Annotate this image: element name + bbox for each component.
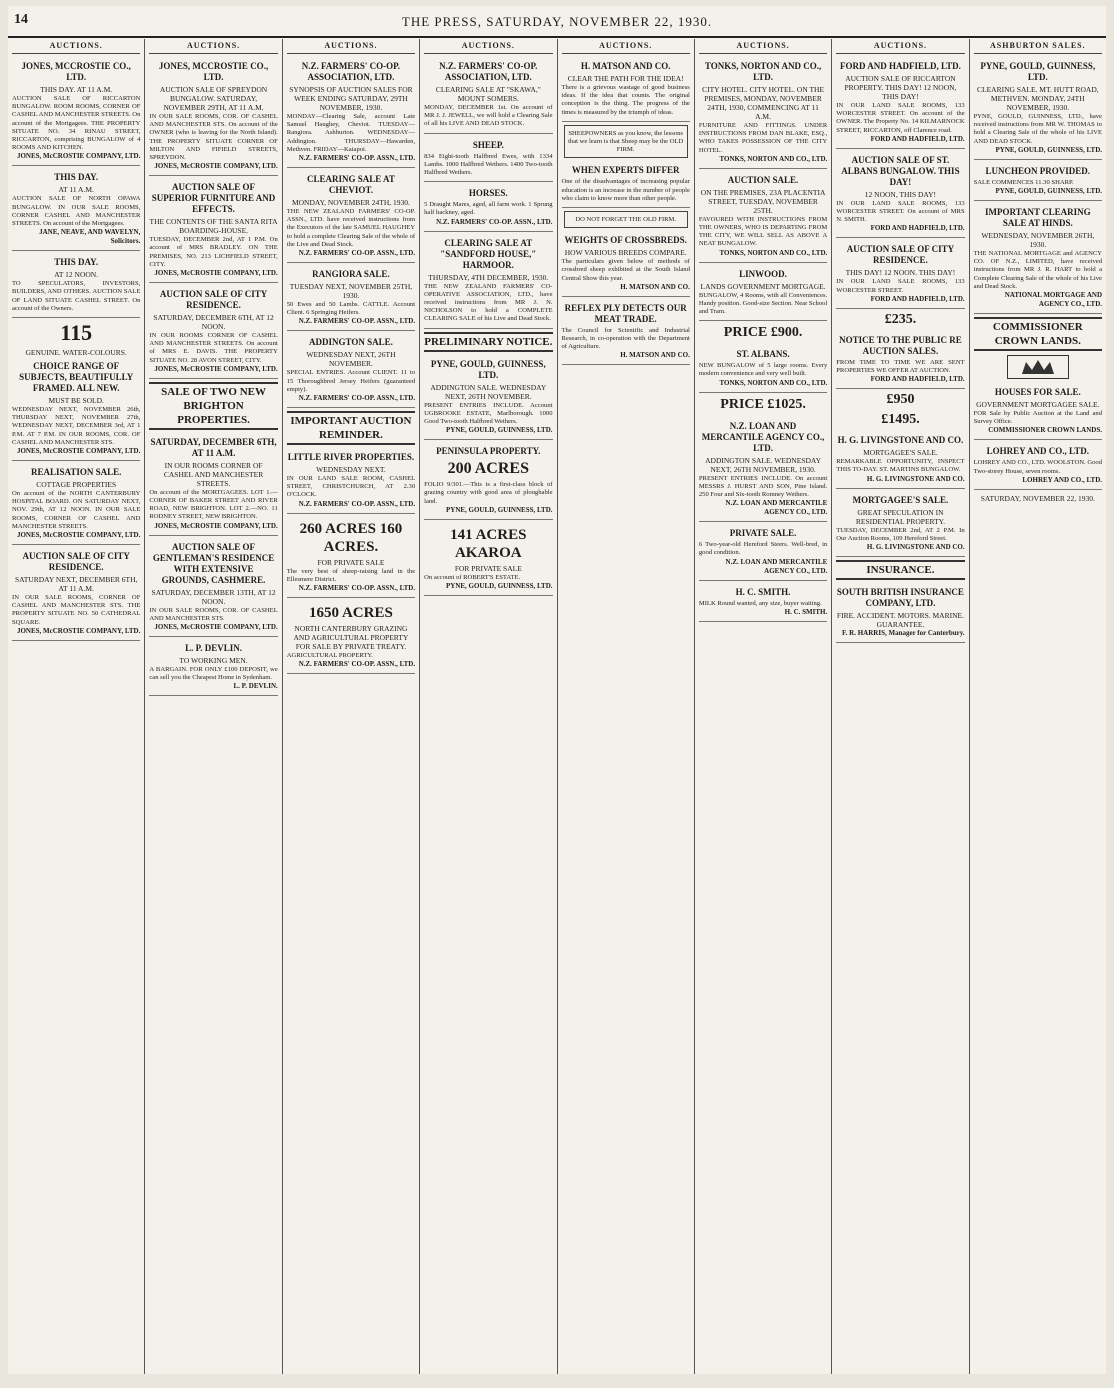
ad-block xyxy=(836,151,964,239)
ad-title: JONES, MCCROSTIE CO., LTD. xyxy=(21,61,131,82)
ad-title: PRIVATE SALE. xyxy=(729,528,797,539)
ad-subtitle: SATURDAY, DECEMBER 13TH, AT 12 NOON. xyxy=(151,587,276,606)
column-1 xyxy=(8,39,145,1374)
price-heading: £950 xyxy=(886,392,915,408)
ad-title: RANGIORA SALE. xyxy=(312,269,390,280)
ad-subtitle: SATURDAY, DECEMBER 6TH, AT 12 NOON. xyxy=(153,313,274,332)
ad-signature: JONES, McCROSTIE COMPANY, LTD. xyxy=(154,162,278,171)
ad-block xyxy=(424,522,552,596)
column-3 xyxy=(283,39,420,1374)
ad-body: MONDAY, DECEMBER 1st. On account of MR J. J. JEWELL, we will hold a Clearing Sale of all his LIVE AND DEAD STOCK. xyxy=(424,104,553,128)
ad-signature: N.Z. FARMERS' CO-OP. ASSN., LTD. xyxy=(298,249,416,258)
ad-signature: JONES, McCROSTIE COMPANY, LTD. xyxy=(154,364,278,373)
ad-block xyxy=(149,538,277,637)
ad-block xyxy=(12,168,140,251)
insurance-banner: INSURANCE. xyxy=(836,560,964,580)
large-number-heading: 115 xyxy=(60,320,93,346)
ad-title: L. P. DEVLIN. xyxy=(185,643,243,654)
ad-block xyxy=(12,547,140,641)
ad-title: JONES, MCCROSTIE CO., LTD. xyxy=(158,61,269,82)
ad-body: 50 Ewes and 50 Lambs. CATTLE. Account Client. 6 Springing Heifers. xyxy=(286,301,416,317)
ad-body: BUNGALOW, 4 Rooms, with all Conveniences. Handy position. Good-size Section. Near School and Tram. xyxy=(698,291,828,316)
ad-block xyxy=(424,442,552,520)
ad-subtitle: COTTAGE PROPERTIES xyxy=(36,480,117,490)
ad-title: THIS DAY. xyxy=(54,172,99,183)
column-header: AUCTIONS. xyxy=(149,39,277,54)
ad-body: LOHREY AND CO., LTD. WOOLSTON. Good Two-storey House, seven rooms. xyxy=(973,459,1102,475)
ad-block xyxy=(974,203,1102,314)
ad-signature: NATIONAL MORTGAGE AND AGENCY CO., LTD. xyxy=(1004,291,1102,309)
ad-subtitle: SYNOPSIS OF AUCTION SALES FOR WEEK ENDING SATURDAY, 29TH NOVEMBER, 1930. xyxy=(289,85,413,112)
ad-body: REMARKABLE OPPORTUNITY, INSPECT THIS TO-DAY. ST. MARTINS BUNGALOW. xyxy=(836,458,965,474)
ad-block xyxy=(974,57,1102,160)
ad-subtitle: AUCTION SALE OF SPREYDON BUNGALOW. SATURDAY, NOVEMBER 29TH, AT 11 A.M. xyxy=(159,85,268,112)
ad-block xyxy=(699,171,827,263)
ad-body: PRESENT ENTRIES INCLUDE. Account UGBROOKE ESTATE, Marlborough. 1000 Good Two-tooth Halfbred Wethers. xyxy=(424,401,553,426)
ad-subtitle: TO WORKING MEN. xyxy=(179,656,248,666)
ad-title: HORSES. xyxy=(468,188,508,199)
ad-body: A BARGAIN. FOR ONLY £100 DEPOSIT, we can sell you the Cheapest Home in Sydenham. xyxy=(149,666,278,682)
column-6 xyxy=(695,39,832,1374)
price-heading: £235. xyxy=(884,311,917,327)
ad-title: SHEEP. xyxy=(472,139,504,150)
column-7 xyxy=(832,39,969,1374)
ad-signature: PYNE, GOULD, GUINNESS, LTD. xyxy=(995,145,1102,154)
ad-body: The particulars given below of methods of crossbred sheep exhibited at the South Island Central Show this year. xyxy=(561,258,690,282)
ad-body: FROM TIME TO TIME WE ARE SENT PROPERTIES WE OFFER AT AUCTION. xyxy=(836,358,965,375)
ad-body: AUCTION SALE OF NORTH OPAWA BUNGALOW. IN OUR SALE ROOMS, CORNER CASHEL AND MANCHESTER STREETS. On account of the Mortgagees. xyxy=(12,195,141,228)
ad-block xyxy=(699,583,827,622)
ad-body: One of the disadvantages of increasing popular education is an increase in the number of people who claim to know more than other people. xyxy=(561,178,690,202)
ad-signature: TONKS, NORTON AND CO., LTD. xyxy=(719,248,828,257)
ad-subtitle: NORTH CANTERBURY GRAZING AND AGRICULTURAL PROPERTY FOR SALE BY PRIVATE TREATY. xyxy=(293,624,409,652)
ad-title: N.Z. FARMERS' CO-OP. ASSOCIATION, LTD. xyxy=(439,61,538,82)
ad-subtitle: ON THE PREMISES, 23A PLACENTIA STREET, TUESDAY, NOVEMBER 25TH. xyxy=(700,187,826,215)
section-banner: COMMISSIONER CROWN LANDS. xyxy=(974,317,1102,351)
ad-title-large: 260 ACRES 160 ACRES. xyxy=(299,520,403,555)
ad-subtitle: TUESDAY NEXT, NOVEMBER 25TH, 1930. xyxy=(289,282,413,301)
ad-block xyxy=(562,161,690,208)
boxed-notice-text: SHEEPOWNERS as you know, the lessons that we learn is that Sheep may be the OLD FIRM. xyxy=(568,129,684,154)
ad-subtitle: CITY HOTEL. CITY HOTEL. ON THE PREMISES, MONDAY, NOVEMBER 24TH, 1930, COMMENCING AT 11 A.M. xyxy=(702,85,825,121)
column-header: AUCTIONS. xyxy=(12,39,140,54)
ad-body: TUESDAY, DECEMBER 2nd, AT 2 P.M. In Our Auction Rooms, 109 Hereford Street. xyxy=(836,526,965,542)
price-heading: PRICE £1025. xyxy=(720,396,806,412)
ad-title: LUNCHEON PROVIDED. xyxy=(985,165,1091,176)
ad-title: WEIGHTS OF CROSSBREDS. xyxy=(564,235,687,246)
newspaper-page xyxy=(8,6,1106,1374)
ad-title: IMPORTANT CLEARING SALE AT HINDS. xyxy=(985,207,1091,229)
ad-body: 6 Two-year-old Hereford Steers. Well-bred, in good condition. xyxy=(698,541,828,557)
ad-body: PRESENT ENTRIES INCLUDE. On account MESSRS J. HURST AND SON, Pine Island. 250 Four and Six-tooth Romney Wethers. xyxy=(698,474,828,499)
ad-subtitle: MORTGAGEE'S SALE. xyxy=(863,448,938,458)
ad-signature: N.Z. FARMERS' CO-OP. ASSN., LTD. xyxy=(436,217,553,226)
ad-signature: N.Z. LOAN AND MERCANTILE AGENCY CO., LTD. xyxy=(725,499,828,517)
ad-block xyxy=(836,240,964,308)
ad-subtitle: WEDNESDAY NEXT, 26TH NOVEMBER. xyxy=(306,350,396,369)
boxed-notice-text: DO NOT FORGET THE OLD FIRM. xyxy=(575,216,677,224)
ad-title: CHOICE RANGE OF SUBJECTS, BEAUTIFULLY FRAMED. ALL NEW. xyxy=(19,361,134,394)
ad-body: WEDNESDAY NEXT, NOVEMBER 26th, THURSDAY NEXT, NOVEMBER 27th, WEDNESDAY NEXT, DECEMBER 3rd, AT 1 P.M. AT 7 P.M. IN OUR ROOMS, COR. OF CASHEL AND MANCHESTER STS. xyxy=(12,406,141,446)
ad-signature: N.Z. FARMERS' CO-OP. ASSN., LTD. xyxy=(298,499,416,508)
ad-body: SALE COMMENCES 11.30 SHARP. xyxy=(973,178,1074,186)
ad-block xyxy=(149,639,277,696)
ad-block xyxy=(699,524,827,580)
ad-title: AUCTION SALE. xyxy=(727,174,799,185)
ad-signature: H. G. LIVINGSTONE AND CO. xyxy=(866,474,965,483)
ad-subtitle: WEDNESDAY, NOVEMBER 26TH, 1930. xyxy=(981,231,1095,250)
ad-body: PYNE, GOULD, GUINNESS, LTD., have received instructions from MR W. THOMAS to hold a Clearing Sale of the whole of his LIVE AND DEAD STOCK. xyxy=(973,113,1102,145)
ad-subtitle: ADDINGTON SALE. WEDNESDAY NEXT, 26TH NOVEMBER. xyxy=(430,382,547,401)
ad-body: THE NATIONAL MORTGAGE and AGENCY CO. OF N.Z., LIMITED, have received instructions from MR J. R. HART to hold a Complete Clearing Sale of the whole of his Live and Dead Stock. xyxy=(973,250,1102,290)
ad-signature: FORD AND HADFIELD, LTD. xyxy=(870,375,965,384)
ad-title-large: 1650 ACRES xyxy=(309,605,393,622)
ad-body: IN OUR LAND SALE ROOM, CASHEL STREET, CHRISTCHURCH, AT 2.30 O'CLOCK. xyxy=(286,475,416,499)
ad-title: PYNE, GOULD, GUINNESS, LTD. xyxy=(430,358,546,380)
ad-body: FAVOURED WITH INSTRUCTIONS FROM THE OWNERS, WHO IS DEPARTING FROM THE CITY, WE WILL SELL AS ABOVE A NEAT BUNGALOW. xyxy=(698,215,828,248)
ad-subtitle: IN OUR ROOMS CORNER OF CASHEL AND MANCHESTER STREETS. xyxy=(163,460,264,488)
ad-block xyxy=(836,491,964,557)
ad-body: NEW BUNGALOW of 5 large rooms. Every modern convenience and very well built. xyxy=(698,362,828,378)
ad-title: H. G. LIVINGSTONE AND CO. xyxy=(837,435,964,446)
ad-signature: JONES, McCROSTIE COMPANY, LTD. xyxy=(154,623,278,632)
ad-signature: PYNE, GOULD, GUINNESS, LTD. xyxy=(995,187,1102,196)
ad-signature: N.Z. FARMERS' CO-OP. ASSN., LTD. xyxy=(298,660,416,669)
ad-signature: COMMISSIONER CROWN LANDS. xyxy=(988,426,1102,435)
ad-subtitle: AT 11 A.M. xyxy=(58,185,94,195)
ad-subtitle: LANDS GOVERNMENT MORTGAGE. xyxy=(700,281,826,291)
ad-body: TO SPECULATORS, INVESTORS, BUILDERS, AND OTHERS. AUCTION SALE OF LAND SITUATE CASHEL STREET. On account of the Owners. xyxy=(12,280,141,312)
ad-title: PENINSULA PROPERTY. xyxy=(436,446,541,457)
ad-signature: H. MATSON AND CO. xyxy=(620,282,690,291)
ad-title: HOUSES FOR SALE. xyxy=(994,387,1081,398)
ad-title: NOTICE TO THE PUBLIC RE AUCTION SALES. xyxy=(839,334,962,356)
ad-block xyxy=(149,178,277,283)
ad-body: IN OUR ROOMS CORNER OF CASHEL AND MANCHESTER STREETS. On account of MRS E. DAVIS. THE PROPERTY SITUATE NO. 28 AVON STREET, CITY. xyxy=(149,332,278,364)
ad-title: N.Z. FARMERS' CO-OP. ASSOCIATION, LTD. xyxy=(301,61,401,82)
ad-block xyxy=(287,170,415,263)
ad-subtitle: CLEAR THE PATH FOR THE IDEA! xyxy=(567,74,684,83)
ad-subtitle: GENUINE. WATER-COLOURS. xyxy=(25,348,127,358)
ad-block xyxy=(424,57,552,134)
ad-body: On account of the NORTH CANTERBURY HOSPITAL BOARD. ON SATURDAY NEXT, NOV. 29th, AT 12 NOON. IN OUR SALE ROOMS, CORNER OF CASHEL AND MANCHESTER STREETS. xyxy=(12,490,141,530)
ad-block xyxy=(836,431,964,488)
ad-signature: PYNE, GOULD, GUINNESS, LTD. xyxy=(445,505,553,514)
ad-title: CLEARING SALE AT CHEVIOT. xyxy=(307,174,395,196)
ad-block xyxy=(974,442,1102,489)
column-5 xyxy=(558,39,695,1374)
ad-signature: N.Z. FARMERS' CO-OP. ASSN., LTD. xyxy=(298,317,416,326)
ad-signature: JONES, McCROSTIE COMPANY, LTD. xyxy=(16,626,141,635)
ad-title: H. MATSON AND CO. xyxy=(580,61,671,71)
column-header: AUCTIONS. xyxy=(562,39,690,54)
ad-signature: FORD AND HADFIELD, LTD. xyxy=(870,224,965,233)
ad-signature: L. P. DEVLIN. xyxy=(233,682,278,691)
ad-signature: JONES, McCROSTIE COMPANY, LTD. xyxy=(16,531,141,540)
ad-subtitle: WEDNESDAY NEXT. xyxy=(316,465,386,475)
ad-title: LITTLE RIVER PROPERTIES. xyxy=(287,452,415,463)
crown-emblem-icon xyxy=(1007,355,1069,379)
ad-signature: H. G. LIVINGSTONE AND CO. xyxy=(866,543,965,552)
ad-body: THE NEW ZEALAND FARMERS' CO-OP. ASSN., LTD. have received instructions from the Executors of the late SAMUEL HAUGHEY to hold a complete Clearing Sale of the whole of the Live and Dead Stock. xyxy=(286,208,416,248)
ad-subtitle: MONDAY, NOVEMBER 24TH, 1930. xyxy=(291,198,410,208)
ad-title: LOHREY AND CO., LTD. xyxy=(986,446,1089,457)
newspaper-title: THE PRESS, SATURDAY, NOVEMBER 22, 1930. xyxy=(401,14,713,29)
ad-subtitle: AUCTION SALE OF RICCARTON PROPERTY. THIS DAY! 12 NOON, THIS DAY! xyxy=(844,74,957,101)
ad-body: IN OUR SALE ROOMS, CORNER OF CASHEL AND MANCHESTER STS. THE PROPERTY SITUATE NO. 50 CATHEDRAL SQUARE. xyxy=(12,594,141,626)
page-footer-date: SATURDAY, NOVEMBER 22, 1930. xyxy=(980,493,1095,503)
ad-title: MORTGAGEE'S SALE. xyxy=(852,494,949,505)
ad-block xyxy=(287,265,415,331)
ad-signature: N.Z. LOAN AND MERCANTILE AGENCY CO., LTD. xyxy=(725,557,828,575)
column-2 xyxy=(145,39,282,1374)
ad-block xyxy=(562,57,690,122)
ad-title: AUCTION SALE OF CITY RESIDENCE. xyxy=(846,244,955,266)
ad-subtitle: CLEARING SALE AT "SKAWA," MOUNT SOMERS. xyxy=(435,85,541,103)
ad-signature: JONES, McCROSTIE COMPANY, LTD. xyxy=(16,447,141,456)
ad-subtitle: THIS DAY! 12 NOON. THIS DAY! xyxy=(845,268,956,278)
ad-block xyxy=(424,184,552,231)
ad-signature: H. C. SMITH. xyxy=(784,607,828,616)
ad-title: SOUTH BRITISH INSURANCE COMPANY, LTD. xyxy=(836,587,964,609)
ad-title: AUCTION SALE OF GENTLEMAN'S RESIDENCE WITH EXTENSIVE GROUNDS, CASHMERE. xyxy=(152,541,275,585)
ad-title: ST. ALBANS. xyxy=(736,349,790,360)
ad-block xyxy=(699,345,827,392)
ad-subtitle: FIRE. ACCIDENT. MOTORS. MARINE. GUARANTEE. xyxy=(836,611,964,630)
ad-block xyxy=(974,162,1102,201)
column-8 xyxy=(970,39,1106,1374)
ad-signature: JANE, NEAVE, AND WAVELYN, Solicitors. xyxy=(39,228,141,246)
ad-body: THE NEW ZEALAND FARMERS' CO-OPERATIVE ASSOCIATION, LTD., have received instructions from MR J. N. NICHOLSON to hold a COMPLETE CLEARING SALE of his Live and Dead Stock. xyxy=(424,282,553,323)
ad-body: The very best of sheep-raising land in the Ellesmere District. xyxy=(286,567,416,583)
ad-title: CLEARING SALE AT "SANDFORD HOUSE," HARMOOR. xyxy=(440,237,537,270)
price-heading: £1495. xyxy=(881,412,920,428)
ad-block xyxy=(12,357,140,461)
column-header: AUCTIONS. xyxy=(699,39,827,54)
section-banner: IMPORTANT AUCTION REMINDER. xyxy=(287,411,415,445)
ad-signature: TONKS, NORTON AND CO., LTD. xyxy=(719,378,828,387)
ad-block xyxy=(287,57,415,168)
column-header: AUCTIONS. xyxy=(287,39,415,54)
ad-signature: F. R. HARRIS, Manager for Canterbury. xyxy=(842,629,965,638)
ad-body: TUESDAY, DECEMBER 2nd, AT 1 P.M. On account of MRS BRADLEY. ON THE PREMISES, NO. 213 LICHFIELD STREET, CITY. xyxy=(149,236,278,268)
column-header: AUCTIONS. xyxy=(836,39,964,54)
ad-block xyxy=(149,433,277,536)
section-banner: SALE OF TWO NEW BRIGHTON PROPERTIES. xyxy=(149,382,277,430)
ad-title: REFLEX PLY DETECTS OUR MEAT TRADE. xyxy=(564,302,687,324)
ad-subtitle: THE CONTENTS OF THE SANTA RITA BOARDING-HOUSE. xyxy=(149,217,278,236)
ad-signature: FORD AND HADFIELD, LTD. xyxy=(870,134,965,143)
ad-block xyxy=(287,516,415,598)
ad-signature: TONKS, NORTON AND CO., LTD. xyxy=(719,154,828,163)
ad-block xyxy=(562,231,690,297)
ad-block xyxy=(12,57,140,166)
ad-body: IN OUR SALE ROOMS, COR. OF CASHEL AND MANCHESTER STS. xyxy=(149,606,278,622)
ad-title: AUCTION SALE OF SUPERIOR FURNITURE AND EFFECTS. xyxy=(151,182,276,215)
ad-subtitle: CLEARING SALE. MT. HUTT ROAD, METHVEN. MONDAY, 24TH NOVEMBER, 1930. xyxy=(977,85,1099,112)
ad-body: FOR Sale by Public Auction at the Land and Survey Office. xyxy=(973,410,1102,426)
ad-body: IN OUR LAND SALE ROOMS, 133 WORCESTER STREET. On account of the OWNER. The Property No. 14 KILMARNOCK STREET, RICCARTON, off Clarence road. xyxy=(836,102,965,134)
ad-subtitle: THURSDAY, 4TH DECEMBER, 1930. xyxy=(428,272,549,282)
ad-body: On account of ROBERT'S ESTATE. xyxy=(424,573,521,581)
ad-subtitle: GOVERNMENT MORTGAGEE SALE. xyxy=(976,400,1100,410)
ad-subtitle: THIS DAY. AT 11 A.M. xyxy=(40,85,113,94)
section-banner: PRELIMINARY NOTICE. xyxy=(424,332,552,352)
price-heading: PRICE £900. xyxy=(723,325,803,341)
ad-title: WHEN EXPERTS DIFFER xyxy=(571,165,680,176)
ad-title: TONKS, NORTON AND CO., LTD. xyxy=(704,61,822,82)
ad-subtitle: HOW VARIOUS BREEDS COMPARE. xyxy=(564,248,687,258)
ad-block xyxy=(699,417,827,523)
ad-subtitle: 12 NOON, THIS DAY! xyxy=(864,189,937,199)
column-header: AUCTIONS. xyxy=(424,39,552,54)
ad-signature: JONES, McCROSTIE COMPANY, LTD. xyxy=(16,152,141,161)
ad-body: MONDAY—Clearing Sale, account Late Samuel Haughey, Cheviot. TUESDAY—Rangiora. Ashburton. WEDNESDAY—Addington. THURSDAY—Hawarden, Methven. FRIDAY—Kaiapoi. xyxy=(286,113,416,153)
ad-title: THIS DAY. xyxy=(54,257,99,268)
ad-title: ADDINGTON SALE. xyxy=(309,337,393,348)
ad-subtitle: AT 12 NOON. xyxy=(54,270,99,280)
ad-body: FURNITURE AND FITTINGS. UNDER INSTRUCTIONS FROM DAN BLAKE, ESQ., WHO TAKES POSSESSION OF THE CITY HOTEL. xyxy=(698,122,828,154)
masthead xyxy=(8,6,1106,38)
columns-container xyxy=(8,39,1106,1374)
ad-block xyxy=(699,57,827,169)
ad-body: AUCTION SALE OF RICCARTON BUNGALOW. ROOM ROOMS, CORNER OF CASHEL AND MANCHESTER STREETS. On account of the Mortgagees. THE PROPERTY SITUATE NO. 34 RINAU STREET, RICCARTON, comprising BUNGALOW of 4 ROOMS AND KITCHEN. xyxy=(12,95,141,152)
ad-body: On account of the MORTGAGEES. LOT 1.—CORNER OF BAKER STREET AND RIVER ROAD, NEW BRIGHTON. LOT 2.—NO. 11 RODNEY STREET, NEW BRIGHTON. xyxy=(149,488,278,521)
ad-signature: FORD AND HADFIELD, LTD. xyxy=(870,294,965,303)
ad-subtitle: MUST BE SOLD. xyxy=(48,396,104,406)
ad-signature: N.Z. FARMERS' CO-OP. ASSN., LTD. xyxy=(298,154,416,163)
ad-body: IN OUR LAND SALE ROOMS, 133 WORCESTER STREET. On account of MRS N. SMITH. xyxy=(836,199,965,224)
ad-signature: N.Z. FARMERS' CO-OP. ASSN., LTD. xyxy=(298,394,416,403)
column-4 xyxy=(420,39,557,1374)
ad-block xyxy=(149,285,277,379)
ad-subtitle: FOR PRIVATE SALE xyxy=(454,563,522,573)
ad-signature: PYNE, GOULD, GUINNESS, LTD. xyxy=(445,426,553,435)
ad-title: AUCTION SALE OF CITY RESIDENCE. xyxy=(22,551,130,573)
ad-block xyxy=(149,57,277,176)
ad-body: MILK Round wanted, any size, buyer waiting. xyxy=(698,599,822,607)
ad-block xyxy=(699,265,827,322)
ad-title: AUCTION SALE OF CITY RESIDENCE. xyxy=(159,289,268,311)
ad-block xyxy=(287,448,415,514)
ad-title: SATURDAY, DECEMBER 6TH, AT 11 A.M. xyxy=(150,436,277,458)
ad-title: H. C. SMITH. xyxy=(735,586,791,597)
ad-title-large: 200 ACRES xyxy=(447,460,529,478)
ad-block xyxy=(287,333,415,408)
ad-body: 834 Eight-tooth Halfbred Ewes, with 1334 Lambs. 1000 Halfbred Wethers. 1400 Two-tooth Halfbred Wethers. xyxy=(424,152,553,177)
ad-body: FOLIO 9/301.—This is a first-class block of grazing country with good area of ploughable land. xyxy=(424,481,553,505)
ad-title: FORD AND HADFIELD, LTD. xyxy=(839,61,961,71)
ad-body: SPECIAL ENTRIES. Account CLIENT. 11 to 15 Thoroughbred Jersey Heifers (guaranteed empty). xyxy=(286,369,416,393)
ad-block xyxy=(836,331,964,389)
ad-body: The Council for Scientific and Industrial Research, in co-operation with the Department of Agriculture. xyxy=(561,326,690,351)
column-header: ASHBURTON SALES. xyxy=(974,39,1102,54)
ad-block xyxy=(424,355,552,441)
ad-signature: JONES, McCROSTIE COMPANY, LTD. xyxy=(154,521,278,530)
ad-signature: JONES, McCROSTIE COMPANY, LTD. xyxy=(154,269,278,278)
ad-body: 5 Draught Mares, aged, all farm work. 1 Sprung half hackney, aged. xyxy=(424,201,553,217)
ad-block xyxy=(424,136,552,183)
ad-title: PYNE, GOULD, GUINNESS, LTD. xyxy=(980,61,1096,82)
ad-body: AGRICULTURAL PROPERTY. xyxy=(286,652,373,660)
ad-subtitle: ADDINGTON SALE. WEDNESDAY NEXT, 26TH NOVEMBER, 1930. xyxy=(705,455,822,474)
boxed-notice xyxy=(564,211,688,228)
ad-subtitle: GREAT SPECULATION IN RESIDENTIAL PROPERTY. xyxy=(855,507,945,526)
ad-title: N.Z. LOAN AND MERCANTILE AGENCY CO., LTD. xyxy=(701,420,825,453)
ad-subtitle: FOR PRIVATE SALE xyxy=(317,557,385,567)
ad-signature: PYNE, GOULD, GUINNESS, LTD. xyxy=(445,582,553,591)
ad-block xyxy=(974,383,1102,440)
ad-block xyxy=(562,299,690,366)
ad-title: LINWOOD. xyxy=(739,268,787,279)
ad-title: REALISATION SALE. xyxy=(31,467,122,478)
ad-block xyxy=(287,600,415,674)
page-number: 14 xyxy=(14,12,28,27)
ad-block xyxy=(12,253,140,318)
ad-signature: H. MATSON AND CO. xyxy=(620,351,690,360)
ad-block xyxy=(836,583,964,643)
ad-body: IN OUR LAND SALE ROOMS, 133 WORCESTER STREET. xyxy=(836,278,965,294)
ad-title: AUCTION SALE OF ST. ALBANS BUNGALOW. THIS DAY! xyxy=(841,154,960,187)
ad-subtitle: SATURDAY NEXT, DECEMBER 6TH, AT 11 A.M. xyxy=(14,575,138,594)
ad-signature: N.Z. FARMERS' CO-OP. ASSN., LTD. xyxy=(298,584,416,593)
ad-title-large: 141 ACRES AKAROA xyxy=(450,526,527,561)
ad-block xyxy=(836,57,964,149)
ad-body: IN OUR SALE ROOMS, COR. OF CASHEL AND MANCHESTER STS. On account of the OWNER (who is leaving for the North Island). THE PROPERTY SITUATE CORNER OF MILTON AND FIFIELD STREETS, SPREYDON. xyxy=(149,113,278,162)
boxed-notice xyxy=(564,125,688,159)
ad-body: There is a grievous wastage of good business ideas. If the idea that counts. The original conception is the thing. The progress of the times is measured by the triumph of ideas. xyxy=(561,84,690,116)
ad-block xyxy=(424,234,552,329)
ad-block xyxy=(12,463,140,545)
ad-signature: LOHREY AND CO., LTD. xyxy=(1022,475,1102,484)
